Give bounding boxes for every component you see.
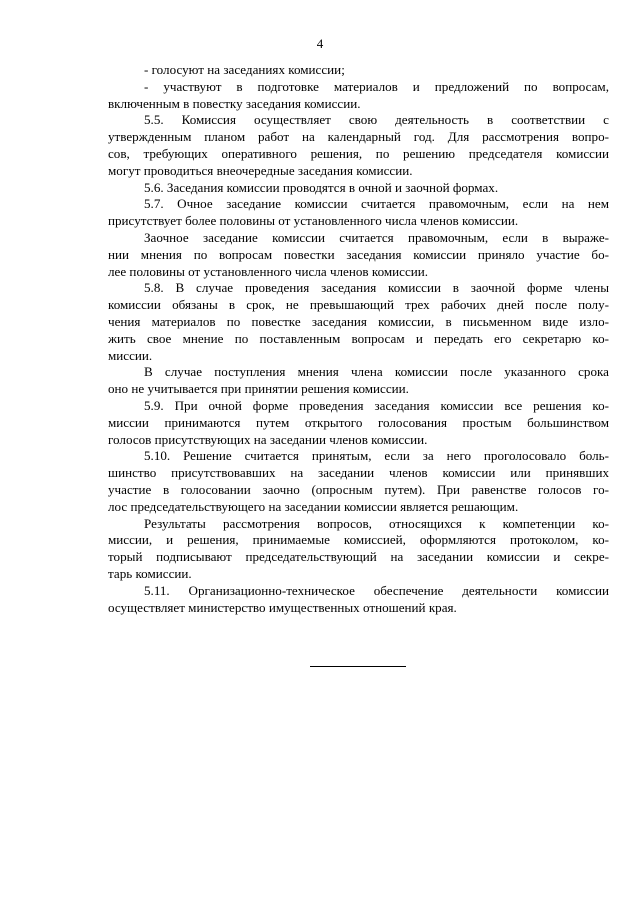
document-body (108, 62, 609, 616)
text-line: комиссии обязаны в срок, не превышающий трех рабочих дней после полу- (108, 297, 609, 313)
text-line: могут проводиться внеочередные заседания комиссии. (108, 162, 413, 178)
text-line: В случае поступления мнения члена комиссии после указанного срока (144, 364, 609, 380)
text-line: чения материалов по повестке заседания комиссии, в письменном виде изло- (108, 313, 609, 329)
text-line: Результаты рассмотрения вопросов, относящихся к компетенции ко- (144, 515, 609, 531)
text-line: жить свое мнение по поставленным вопросам и передать его секретарю ко- (108, 330, 609, 346)
text-line: утвержденным планом работ на календарный год. Для рассмотрения вопро- (108, 129, 609, 145)
text-line: голосов присутствующих на заседании членов комиссии. (108, 431, 428, 447)
text-line: сов, требующих оперативного решения, по решению председателя комиссии (108, 145, 609, 161)
text-line: 5.9. При очной форме проведения заседания комиссии все решения ко- (144, 397, 609, 413)
text-line: 5.7. Очное заседание комиссии считается правомочным, если на нем (144, 196, 609, 212)
text-line: оно не учитывается при принятии решения комиссии. (108, 381, 409, 397)
text-line: тарь комиссии. (108, 565, 192, 581)
text-line: 5.8. В случае проведения заседания комиссии в заочной форме члены (144, 280, 609, 296)
text-line: включенным в повестку заседания комиссии. (108, 95, 361, 111)
text-line: 5.10. Решение считается принятым, если за него проголосовало боль- (144, 448, 609, 464)
text-line: лее половины от установленного числа членов комиссии. (108, 263, 429, 279)
text-line: 5.11. Организационно-техническое обеспечение деятельности комиссии (144, 582, 609, 598)
page-number: 4 (316, 36, 324, 51)
text-line: миссии. (108, 347, 153, 363)
text-line: торый подписывают председательствующий на заседании комиссии и секре- (108, 549, 609, 565)
text-line: осуществляет министерство имущественных отношений края. (108, 599, 457, 615)
text-line: - голосуют на заседаниях комиссии; (144, 62, 345, 77)
text-line: 5.6. Заседания комиссии проводятся в очной и заочной формах. (144, 179, 499, 195)
text-line: - участвуют в подготовке материалов и предложений по вопросам, (144, 78, 609, 94)
end-separator-line (310, 666, 406, 667)
text-line: 5.5. Комиссия осуществляет свою деятельность в соответствии с (144, 112, 609, 128)
text-line: миссии принимаются путем открытого голосования простым большинством (108, 414, 609, 430)
text-line: присутствует более половины от установленного числа членов комиссии. (108, 213, 519, 229)
text-line: Заочное заседание комиссии считается правомочным, если в выраже- (144, 229, 609, 245)
text-line: миссии, и решения, принимаемые комиссией, оформляются протоколом, ко- (108, 532, 609, 548)
text-line: лос председательствующего на заседании комиссии является решающим. (108, 498, 519, 514)
text-line: шинство присутствовавших на заседании членов комиссии или принявших (108, 465, 609, 481)
text-line: нии мнения по вопросам повестки заседания комиссии приняло участие бо- (108, 246, 609, 262)
text-line: участие в голосовании заочно (опросным путем). При равенстве голосов го- (108, 481, 609, 497)
